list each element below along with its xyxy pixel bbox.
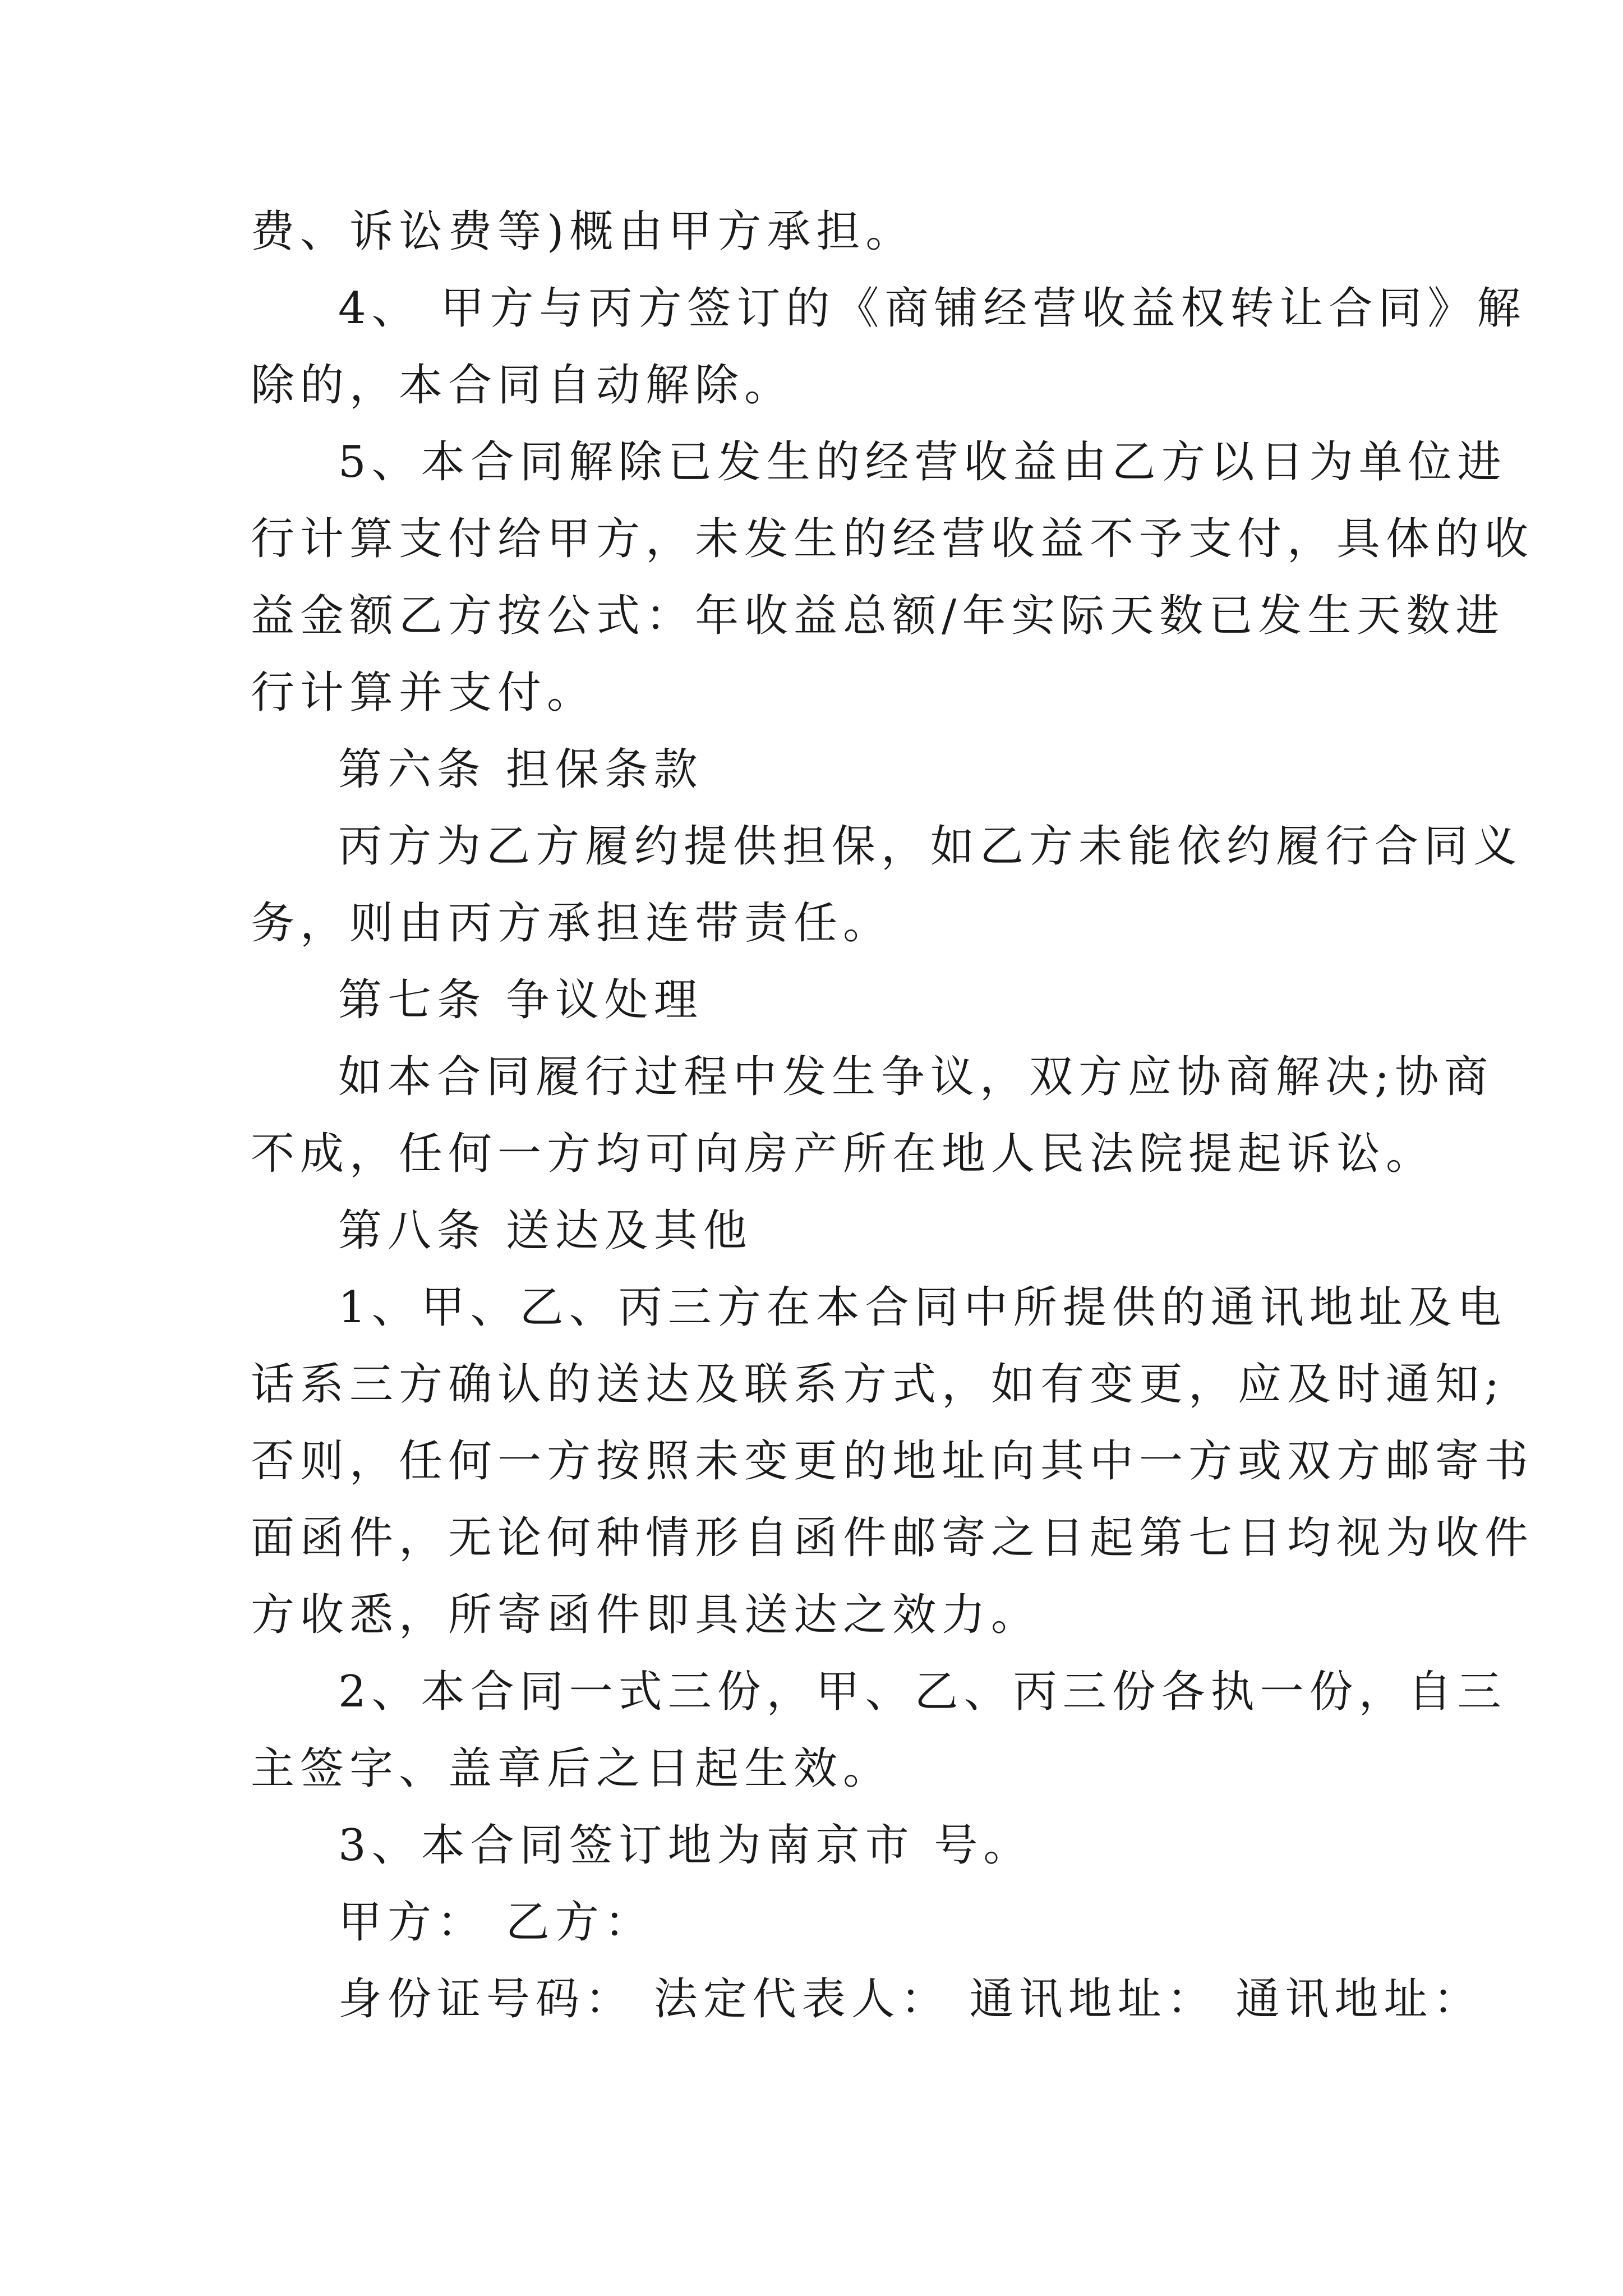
section-heading-delivery: 第八条 送达及其他	[338, 1205, 753, 1256]
text-line-16: 话系三方确认的送达及联系方式，如有变更，应及时通知;	[251, 1359, 1505, 1410]
text-line-22: 3、本合同签订地为南京市 号。	[338, 1820, 1033, 1871]
text-line-13: 不成，任何一方均可向房产所在地人民法院提起诉讼。	[251, 1129, 1436, 1179]
text-line-9: 丙方为乙方履约提供担保，如乙方未能依约履行合同义	[338, 821, 1523, 872]
contract-text-body	[251, 194, 1534, 2038]
text-line-2: 4、 甲方与丙方签订的《商铺经营收益权转让合同》解	[338, 283, 1527, 334]
text-line-17: 否则，任何一方按照未变更的地址向其中一方或双方邮寄书	[251, 1436, 1534, 1487]
text-line-20: 2、本合同一式三份，甲、乙、丙三份各执一份，自三	[338, 1667, 1507, 1717]
signature-details-line: 身份证号码： 法定代表人： 通讯地址： 通讯地址：	[338, 1974, 1483, 2024]
text-line-3: 除的，本合同自动解除。	[251, 360, 794, 411]
section-heading-guarantee: 第六条 担保条款	[338, 744, 703, 795]
section-heading-dispute: 第七条 争议处理	[338, 975, 703, 1025]
text-line-10: 务，则由丙方承担连带责任。	[251, 898, 893, 949]
text-line-1: 费、诉讼费等)概由甲方承担。	[251, 206, 915, 257]
text-line-19: 方收悉，所寄函件即具送达之效力。	[251, 1590, 1041, 1640]
text-line-5: 行计算支付给甲方，未发生的经营收益不予支付，具体的收	[251, 514, 1534, 564]
signature-parties-line: 甲方： 乙方：	[338, 1897, 654, 1948]
text-line-6: 益金额乙方按公式：年收益总额/年实际天数已发生天数进	[251, 591, 1505, 641]
text-line-4: 5、本合同解除已发生的经营收益由乙方以日为单位进	[338, 437, 1507, 487]
text-line-12: 如本合同履行过程中发生争议，双方应协商解决;协商	[338, 1052, 1494, 1102]
text-line-18: 面函件，无论何种情形自函件邮寄之日起第七日均视为收件	[251, 1513, 1534, 1563]
text-line-21: 主签字、盖章后之日起生效。	[251, 1743, 893, 1794]
text-line-15: 1、甲、乙、丙三方在本合同中所提供的通讯地址及电	[338, 1282, 1507, 1333]
text-line-7: 行计算并支付。	[251, 668, 597, 718]
